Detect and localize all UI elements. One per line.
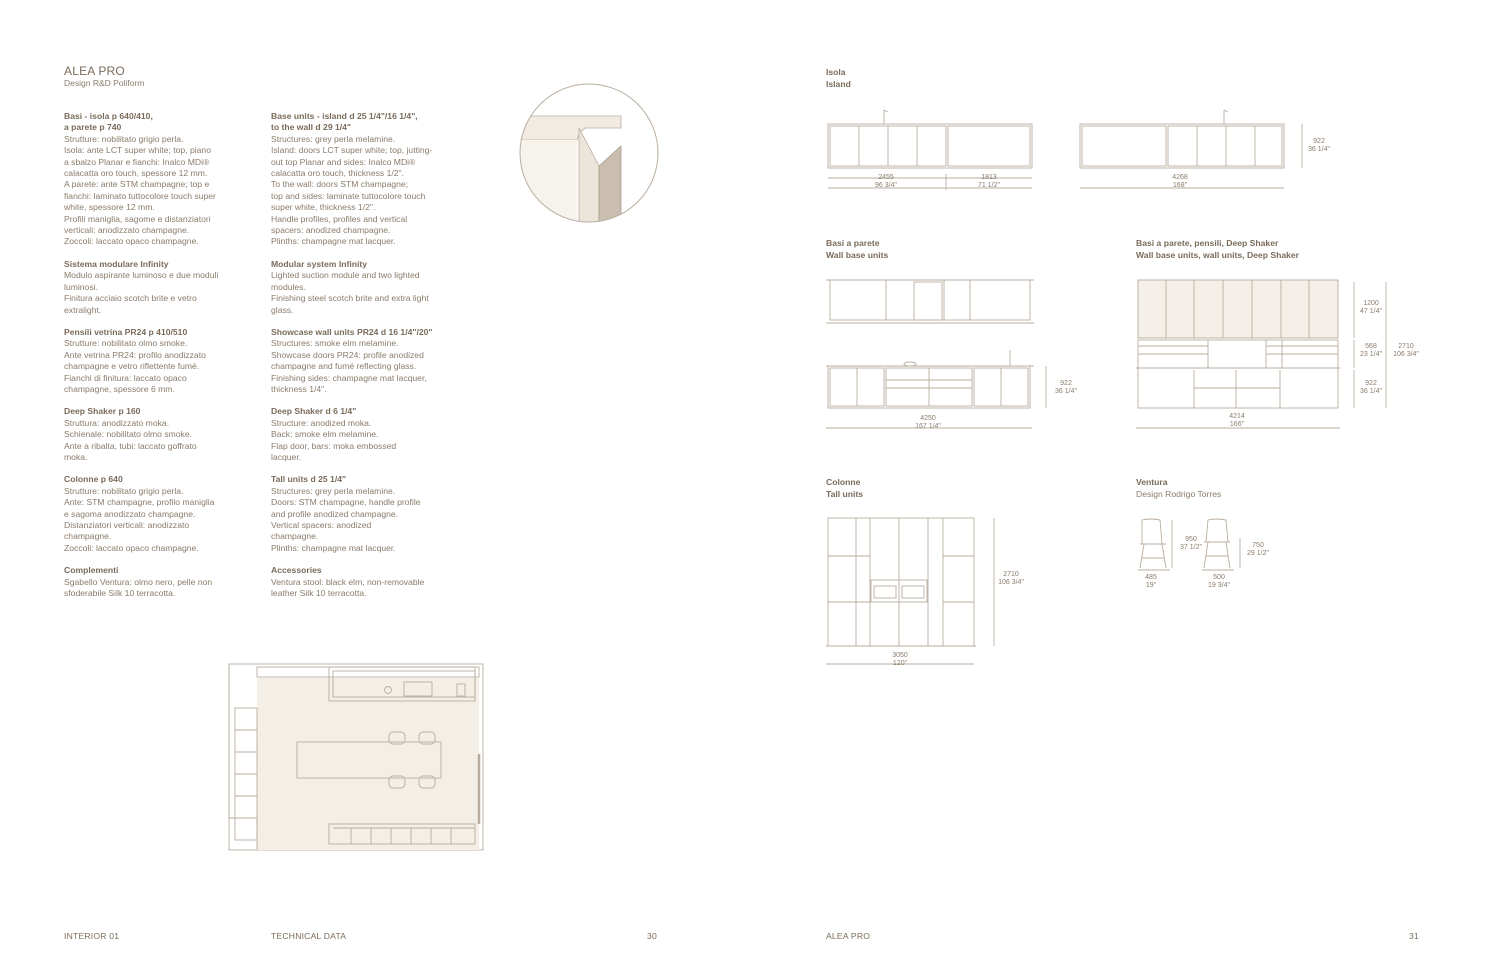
dim-stool2-width: 500 19 3/4" xyxy=(1208,574,1230,589)
spec-block xyxy=(64,406,242,463)
spec-heading: Tall units d 25 1/4" xyxy=(271,474,347,485)
dim-tall-height: 2710 106 3/4" xyxy=(998,571,1024,586)
caption-designer: Design Rodrigo Torres xyxy=(1136,488,1222,499)
spec-body: Structure: anodized moka. Back: smoke elm melamine. Flap door, bars: moka embossed lacquer. xyxy=(271,417,397,462)
caption-it: Isola xyxy=(826,67,846,77)
spec-block xyxy=(271,474,449,554)
caption-en: Island xyxy=(826,78,851,89)
caption-it: Colonne xyxy=(826,477,861,487)
dim-wall-width: 4250 167 1/4" xyxy=(915,415,941,430)
footer-chapter-label: TECHNICAL DATA xyxy=(271,931,347,941)
spec-block xyxy=(64,565,242,599)
dim-stool1-height: 950 37 1/2" xyxy=(1180,536,1202,551)
spec-body: Strutture: nobilitato grigio perla. Ante: STM champagne, profilo maniglia e sagoma anodizzato champagne. Distanziatori verticali: anodizzato champagne. Zoccoli: laccato opaco champagne. xyxy=(64,485,215,553)
spec-body: Ventura stool: black elm, non-removable leather Silk 10 terracotta. xyxy=(271,576,425,599)
caption-en: Tall units xyxy=(826,488,864,499)
spec-body: Sgabello Ventura: olmo nero, pelle non sfoderabile Silk 10 terracotta. xyxy=(64,576,213,599)
spec-heading: Complementi xyxy=(64,565,119,576)
kitchen-floor-plan xyxy=(229,664,485,852)
section-tall-caption xyxy=(826,477,863,500)
caption-it: Basi a parete xyxy=(826,238,880,248)
spec-block xyxy=(64,111,242,248)
spec-heading: Colonne p 640 xyxy=(64,474,123,485)
spec-heading: Accessories xyxy=(271,565,322,576)
dim-tall-width: 3050 120" xyxy=(892,652,908,667)
dim-island-height: 922 36 1/4" xyxy=(1308,138,1330,153)
dim-stool1-width: 485 19" xyxy=(1145,574,1157,589)
spec-body: Strutture: nobilitato grigio perla. Isola: ante LCT super white; top, piano a sbalzo Planar e fianchi: Inalco MDi® calacatta oro touch, spessore 12 mm. A parete: ante STM champagne; top e fianchi: laminato tuttocolore touch super white, spessore 12 mm. Profili maniglia, sagome e distanziatori verticali: anodizzato champagne. Zoccoli: laccato opaco champagne. xyxy=(64,133,216,247)
spec-heading: Base units - island d 25 1/4"/16 1/4", to the wall d 29 1/4" xyxy=(271,111,418,133)
spec-block xyxy=(271,406,449,463)
footer-product-label: ALEA PRO xyxy=(826,931,871,941)
caption-it: Basi a parete, pensili, Deep Shaker xyxy=(1136,238,1279,248)
dim-wall2-upper: 1200 47 1/4" xyxy=(1360,300,1382,315)
dim-island-left: 2455 96 3/4" xyxy=(875,174,897,189)
edge-detail-drawing xyxy=(519,84,661,226)
spec-heading: Showcase wall units PR24 d 16 1/4"/20" xyxy=(271,326,433,337)
page-number-left: 30 xyxy=(647,931,657,941)
spec-block xyxy=(64,259,242,316)
section-ventura-caption xyxy=(1136,477,1221,500)
dim-stool2-height: 750 29 1/2" xyxy=(1247,542,1269,557)
spec-block xyxy=(271,259,449,316)
spec-heading: Deep Shaker d 6 1/4" xyxy=(271,406,357,417)
spec-body: Lighted suction module and two lighted modules. Finishing steel scotch brite and extra light glass. xyxy=(271,270,429,315)
spec-block xyxy=(271,327,449,395)
caption-en: Wall base units xyxy=(826,249,889,260)
spec-heading: Basi - isola p 640/410, a parete p 740 xyxy=(64,111,153,133)
section-island-caption xyxy=(826,67,851,90)
dim-wall2-middle: 568 23 1/4" xyxy=(1360,343,1382,358)
dim-wall2-total: 2710 106 3/4" xyxy=(1393,343,1419,358)
dim-wall2-width: 4214 166" xyxy=(1229,413,1245,428)
spec-body: Strutture: nobilitato olmo smoke. Ante vetrina PR24: profilo anodizzato champagne e vetro riflettente fumé. Fianchi di finitura: laccato opaco champagne, spessore 6 mm. xyxy=(64,338,206,394)
spec-block xyxy=(271,565,449,599)
spec-block xyxy=(64,327,242,395)
spec-heading: Pensili vetrina PR24 p 410/510 xyxy=(64,326,188,337)
spec-body: Modulo aspirante luminoso e due moduli luminosi. Finitura acciaio scotch brite e vetro extralight. xyxy=(64,270,219,315)
dim-island-length: 4268 168" xyxy=(1172,174,1188,189)
spec-block xyxy=(64,474,242,554)
section-wall2-caption xyxy=(1136,238,1299,261)
spec-block xyxy=(271,111,449,248)
spec-heading: Modular system Infinity xyxy=(271,258,367,269)
spec-body: Struttura: anodizzato moka. Schienale: nobilitato olmo smoke. Ante a ribalta, tubi: laccato goffrato moka. xyxy=(64,417,197,462)
tall-units-elevation xyxy=(826,516,1026,670)
section-wall-caption xyxy=(826,238,888,261)
spec-body: Structures: grey perla melamine. Island: doors LCT super white; top, jutting- out top Planar and sides: Inalco MDi® calacatta oro touch, thickness 1/2". To the wall: doors STM champagne; top and sides: laminate tuttocolore touch super white, thickness 1/2". Handle profiles, profiles and vertical spacers: anodized champagne. Plinths: champagne mat lacquer. xyxy=(271,133,433,247)
spec-heading: Deep Shaker p 160 xyxy=(64,406,141,417)
footer-section-label: INTERIOR 01 xyxy=(64,931,120,941)
dim-wall-height: 922 36 1/4" xyxy=(1055,380,1077,395)
dim-wall2-lower: 922 36 1/4" xyxy=(1360,380,1382,395)
designer-credit: Design R&D Poliform xyxy=(64,78,145,88)
page-title: ALEA PRO xyxy=(64,64,125,78)
caption-en: Wall base units, wall units, Deep Shaker xyxy=(1136,249,1300,260)
spec-column-italian xyxy=(64,111,242,610)
spec-body: Structures: grey perla melamine. Doors: STM champagne, handle profile and profile anodized champagne. Vertical spacers: anodized champagne. Plinths: champagne mat lacquer. xyxy=(271,485,421,553)
wall-base-elevation xyxy=(826,276,1056,432)
spec-column-english xyxy=(271,111,449,610)
spec-heading: Sistema modulare Infinity xyxy=(64,258,169,269)
caption-it: Ventura xyxy=(1136,477,1168,487)
page-number-right: 31 xyxy=(1409,931,1419,941)
dim-island-right: 1813 71 1/2" xyxy=(978,174,1000,189)
spec-body: Structures: smoke elm melamine. Showcase doors PR24: profile anodized champagne and fumé reflecting glass. Finishing sides: champagne mat lacquer, thickness 1/4". xyxy=(271,338,427,394)
